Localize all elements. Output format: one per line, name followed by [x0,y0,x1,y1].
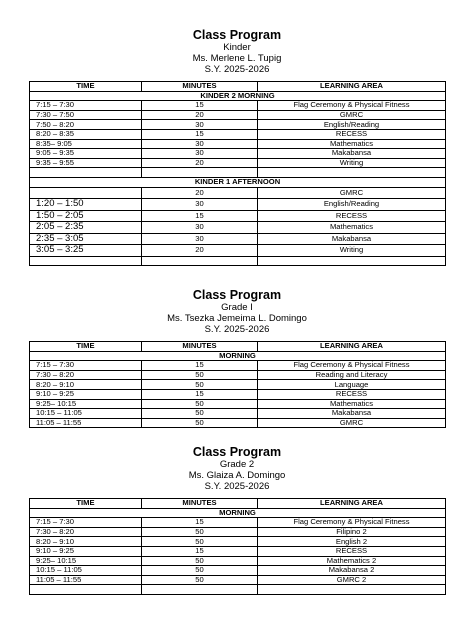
learning-area-cell: GMRC [258,110,446,120]
learning-area-cell: Writing [258,245,446,257]
school-year: S.Y. 2025-2026 [204,481,270,492]
minutes-cell: 50 [142,380,258,390]
table-header-row [30,499,446,509]
time-cell: 8:20 – 9:10 [30,380,142,390]
learning-area-cell: Flag Ceremony & Physical Fitness [258,361,446,371]
blank-cell [142,585,258,595]
minutes-cell: 15 [142,210,258,222]
teacher-name: Ms. Merlene L. Tupig [192,53,282,64]
time-cell: 11:05 – 11:55 [30,575,142,585]
learning-area-header: LEARNING AREA [258,499,446,509]
time-cell: 2:05 – 2:35 [30,222,142,234]
section-label: MORNING [30,351,446,361]
minutes-cell: 30 [142,149,258,159]
blank-row [30,585,446,595]
blank-cell [258,585,446,595]
time-cell: 7:30 – 7:50 [30,110,142,120]
learning-area-cell: Language [258,380,446,390]
learning-area-cell: RECESS [258,129,446,139]
minutes-cell: 50 [142,399,258,409]
table-row [30,556,446,566]
minutes-cell: 15 [142,518,258,528]
learning-area-cell: English/Reading [258,120,446,130]
time-cell: 9:05 – 9:35 [30,149,142,159]
table-row [30,370,446,380]
program-header [29,445,445,492]
schedule-table [29,81,446,266]
program-title: Class Program [192,28,282,42]
table-row [30,120,446,130]
table-row [30,409,446,419]
time-cell: 10:15 – 11:05 [30,409,142,419]
minutes-cell: 30 [142,199,258,211]
time-cell: 9:10 – 9:25 [30,389,142,399]
time-cell: 8:20 – 9:10 [30,537,142,547]
minutes-cell: 30 [142,222,258,234]
learning-area-cell: Mathematics [258,139,446,149]
blank-cell [30,256,142,266]
learning-area-cell: Makabansa [258,409,446,419]
learning-area-cell: GMRC 2 [258,575,446,585]
table-row [30,110,446,120]
learning-area-cell: Reading and Literacy [258,370,446,380]
minutes-cell: 15 [142,389,258,399]
learning-area-header: LEARNING AREA [258,342,446,352]
time-cell [30,187,142,199]
time-cell: 7:15 – 7:30 [30,518,142,528]
section-label: KINDER 2 MORNING [30,91,446,101]
time-cell: 9:25– 10:15 [30,399,142,409]
blank-cell [258,168,446,178]
minutes-cell: 20 [142,110,258,120]
time-cell: 7:15 – 7:30 [30,361,142,371]
class-program-block [29,445,445,595]
blank-cell [30,585,142,595]
minutes-cell: 50 [142,537,258,547]
table-row [30,101,446,111]
learning-area-cell: RECESS [258,210,446,222]
schedule-table [29,341,446,428]
time-header: TIME [30,82,142,92]
table-row [30,361,446,371]
table-row [30,389,446,399]
learning-area-cell: Makabansa 2 [258,566,446,576]
program-header [29,28,445,75]
learning-area-cell: Makabansa [258,149,446,159]
blank-cell [142,168,258,178]
minutes-cell: 15 [142,361,258,371]
minutes-cell: 50 [142,409,258,419]
class-program-block [29,288,445,428]
section-label: KINDER 1 AFTERNOON [30,177,446,187]
program-header [29,288,445,335]
table-row [30,129,446,139]
table-row [30,566,446,576]
teacher-name: Ms. Tsezka Jemeima L. Domingo [167,313,307,324]
minutes-cell: 20 [142,187,258,199]
blank-cell [258,256,446,266]
minutes-cell: 30 [142,139,258,149]
table-row [30,245,446,257]
minutes-cell: 50 [142,575,258,585]
time-cell: 2:35 – 3:05 [30,233,142,245]
table-row [30,546,446,556]
time-cell: 7:50 – 8:20 [30,120,142,130]
learning-area-cell: Mathematics [258,399,446,409]
table-row [30,158,446,168]
grade-level: Kinder [223,42,251,53]
table-row [30,149,446,159]
learning-area-cell: English 2 [258,537,446,547]
minutes-cell: 50 [142,370,258,380]
time-cell: 3:05 – 3:25 [30,245,142,257]
minutes-header: MINUTES [142,499,258,509]
time-header: TIME [30,342,142,352]
time-cell: 9:35 – 9:55 [30,158,142,168]
minutes-cell: 15 [142,101,258,111]
table-row [30,527,446,537]
time-cell: 8:35– 9:05 [30,139,142,149]
learning-area-cell: Flag Ceremony & Physical Fitness [258,518,446,528]
learning-area-cell: English/Reading [258,199,446,211]
time-header: TIME [30,499,142,509]
minutes-cell: 20 [142,158,258,168]
learning-area-cell: RECESS [258,546,446,556]
grade-level: Grade I [221,302,253,313]
table-header-row [30,82,446,92]
blank-row [30,168,446,178]
time-cell: 9:10 – 9:25 [30,546,142,556]
time-cell: 9:25– 10:15 [30,556,142,566]
minutes-cell: 30 [142,120,258,130]
minutes-header: MINUTES [142,342,258,352]
school-year: S.Y. 2025-2026 [204,64,270,75]
time-cell: 11:05 – 11:55 [30,418,142,428]
minutes-cell: 20 [142,245,258,257]
learning-area-cell: RECESS [258,389,446,399]
section-row [30,91,446,101]
section-label: MORNING [30,508,446,518]
learning-area-cell: GMRC [258,187,446,199]
learning-area-cell: Mathematics 2 [258,556,446,566]
time-cell: 8:20 – 8:35 [30,129,142,139]
time-cell: 1:20 – 1:50 [30,199,142,211]
school-year: S.Y. 2025-2026 [204,324,270,335]
program-title: Class Program [192,288,282,302]
section-row [30,508,446,518]
table-row [30,518,446,528]
minutes-cell: 50 [142,566,258,576]
table-row [30,222,446,234]
minutes-cell: 15 [142,129,258,139]
table-row [30,187,446,199]
learning-area-cell: GMRC [258,418,446,428]
blank-cell [142,256,258,266]
learning-area-header: LEARNING AREA [258,82,446,92]
learning-area-cell: Flag Ceremony & Physical Fitness [258,101,446,111]
table-row [30,418,446,428]
section-row [30,351,446,361]
time-cell: 7:30 – 8:20 [30,370,142,380]
table-row [30,210,446,222]
learning-area-cell: Writing [258,158,446,168]
learning-area-cell: Filipino 2 [258,527,446,537]
time-cell: 10:15 – 11:05 [30,566,142,576]
schedule-table [29,498,446,595]
class-program-block [29,28,445,266]
table-header-row [30,342,446,352]
table-row [30,575,446,585]
minutes-cell: 50 [142,418,258,428]
learning-area-cell: Mathematics [258,222,446,234]
minutes-cell: 15 [142,546,258,556]
program-title: Class Program [192,445,282,459]
table-row [30,139,446,149]
minutes-cell: 50 [142,556,258,566]
time-cell: 7:15 – 7:30 [30,101,142,111]
blank-row [30,256,446,266]
blank-cell [30,168,142,178]
minutes-cell: 30 [142,233,258,245]
table-row [30,399,446,409]
teacher-name: Ms. Glaiza A. Domingo [188,470,286,481]
grade-level: Grade 2 [219,459,255,470]
time-cell: 1:50 – 2:05 [30,210,142,222]
table-row [30,537,446,547]
section-row [30,177,446,187]
time-cell: 7:30 – 8:20 [30,527,142,537]
minutes-cell: 50 [142,527,258,537]
table-row [30,380,446,390]
table-row [30,199,446,211]
minutes-header: MINUTES [142,82,258,92]
learning-area-cell: Makabansa [258,233,446,245]
table-row [30,233,446,245]
